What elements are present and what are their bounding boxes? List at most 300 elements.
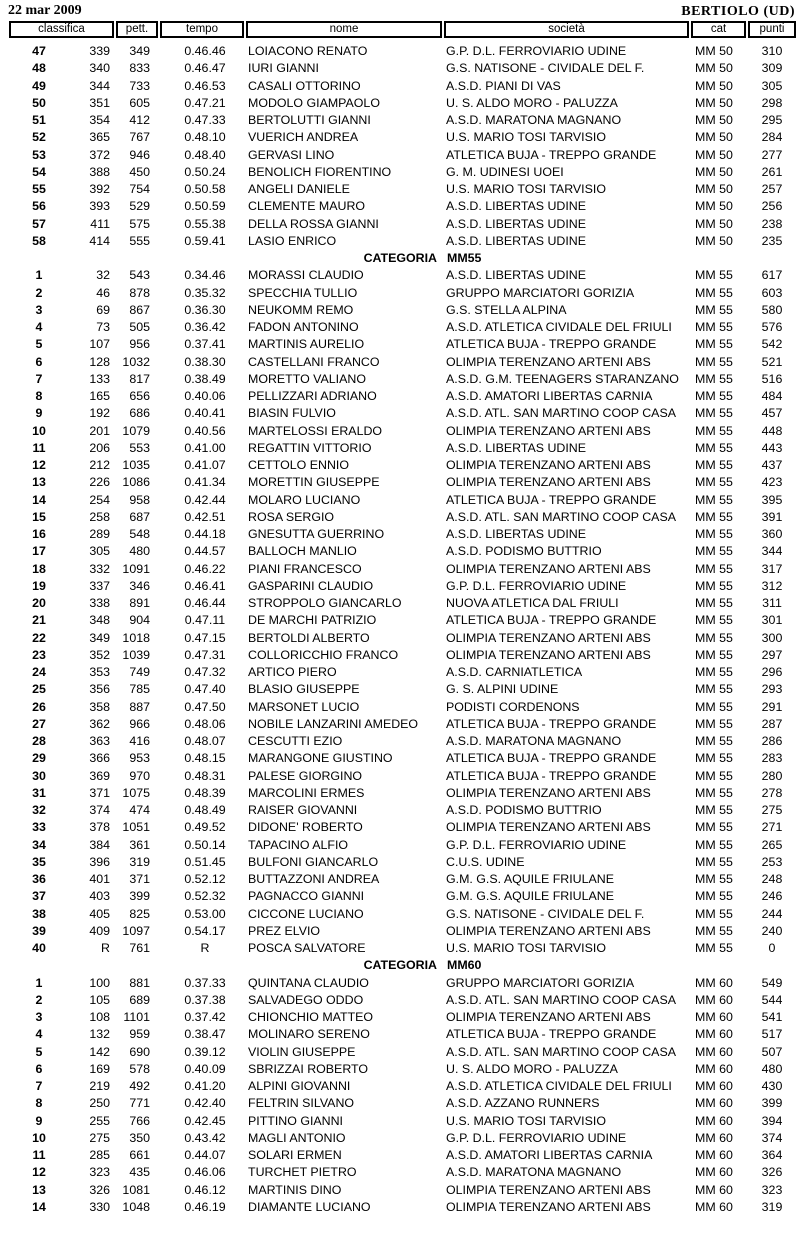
cell-club-name: OLIMPIA TERENZANO ARTENI ABS xyxy=(446,354,651,369)
table-row xyxy=(0,802,805,819)
cell-rank: 26 xyxy=(32,699,46,714)
table-row xyxy=(0,233,805,250)
cell-overall-rank: 403 xyxy=(89,889,110,904)
table-row xyxy=(0,923,805,940)
cell-finish-time: 0.50.14 xyxy=(184,837,226,852)
category-heading-value: MM55 xyxy=(447,251,482,265)
cell-rank: 10 xyxy=(32,1130,46,1145)
cell-overall-rank: 344 xyxy=(89,78,110,93)
cell-overall-rank: 352 xyxy=(89,647,110,662)
cell-overall-rank: 384 xyxy=(89,837,110,852)
cell-points: 521 xyxy=(761,354,783,369)
cell-club-name: A.S.D. ATLETICA CIVIDALE DEL FRIULI xyxy=(446,1079,672,1093)
cell-points: 544 xyxy=(761,992,783,1007)
cell-rank: 57 xyxy=(32,216,46,231)
cell-bib-number: 690 xyxy=(129,1044,150,1059)
cell-athlete-name: BALLOCH MANLIO xyxy=(248,544,357,559)
table-row xyxy=(0,457,805,474)
cell-finish-time: 0.44.57 xyxy=(184,544,226,559)
cell-rank: 24 xyxy=(32,665,46,679)
cell-rank: 2 xyxy=(35,285,43,300)
cell-bib-number: 825 xyxy=(129,906,150,921)
cell-athlete-name: POSCA SALVATORE xyxy=(248,941,366,955)
table-row xyxy=(0,612,805,629)
cell-athlete-name: BENOLICH FIORENTINO xyxy=(248,164,392,179)
cell-club-name: ATLETICA BUJA - TREPPO GRANDE xyxy=(446,147,657,162)
cell-bib-number: 966 xyxy=(129,716,150,731)
table-row xyxy=(0,940,805,957)
table-row xyxy=(0,768,805,785)
cell-rank: 18 xyxy=(32,561,46,576)
cell-category: MM 55 xyxy=(695,302,733,317)
cell-bib-number: 605 xyxy=(129,95,150,110)
cell-club-name: U.S. MARIO TOSI TARVISIO xyxy=(446,941,606,955)
cell-points: 364 xyxy=(761,1148,783,1162)
cell-points: 265 xyxy=(761,837,783,852)
cell-finish-time: 0.38.47 xyxy=(184,1027,226,1042)
cell-points: 293 xyxy=(761,682,783,697)
cell-club-name: G.S. NATISONE - CIVIDALE DEL F. xyxy=(446,61,645,76)
cell-bib-number: 959 xyxy=(129,1027,150,1042)
cell-points: 603 xyxy=(761,285,783,300)
cell-finish-time: 0.50.24 xyxy=(184,164,226,179)
cell-points: 291 xyxy=(761,699,783,714)
cell-bib-number: 416 xyxy=(129,734,150,748)
cell-category: MM 50 xyxy=(695,199,733,214)
cell-points: 542 xyxy=(761,337,783,352)
cell-category: MM 50 xyxy=(695,95,733,110)
table-row xyxy=(0,871,805,888)
cell-finish-time: 0.48.15 xyxy=(184,751,226,766)
cell-overall-rank: 192 xyxy=(89,406,110,421)
cell-category: MM 60 xyxy=(695,1044,733,1059)
cell-points: 317 xyxy=(761,561,783,576)
cell-bib-number: 361 xyxy=(129,837,150,852)
cell-athlete-name: BLASIO GIUSEPPE xyxy=(248,682,360,697)
cell-athlete-name: COLLORICCHIO FRANCO xyxy=(248,647,399,662)
cell-rank: 25 xyxy=(32,682,46,697)
table-row xyxy=(0,95,805,112)
cell-category: MM 55 xyxy=(695,596,733,610)
cell-bib-number: 767 xyxy=(129,130,150,145)
cell-bib-number: 754 xyxy=(129,182,150,196)
cell-club-name: A.S.D. MARATONA MAGNANO xyxy=(446,1165,622,1180)
cell-athlete-name: SALVADEGO ODDO xyxy=(248,992,364,1007)
cell-athlete-name: CETTOLO ENNIO xyxy=(248,458,349,472)
cell-club-name: OLIMPIA TERENZANO ARTENI ABS xyxy=(446,647,651,662)
cell-club-name: G.P. D.L. FERROVIARIO UDINE xyxy=(446,578,627,593)
cell-finish-time: 0.41.20 xyxy=(184,1079,226,1093)
cell-points: 256 xyxy=(761,199,783,214)
cell-finish-time: 0.48.06 xyxy=(184,716,226,731)
cell-overall-rank: 128 xyxy=(89,354,110,369)
cell-overall-rank: 100 xyxy=(89,975,110,990)
cell-bib-number: 749 xyxy=(129,665,150,679)
cell-athlete-name: MOLARO LUCIANO xyxy=(248,492,361,507)
cell-points: 298 xyxy=(761,95,783,110)
cell-athlete-name: MARTELOSSI ERALDO xyxy=(248,423,383,438)
cell-points: 301 xyxy=(761,613,783,628)
cell-category: MM 55 xyxy=(695,923,733,938)
cell-category: MM 50 xyxy=(695,147,733,162)
cell-category: MM 50 xyxy=(695,78,733,93)
cell-points: 326 xyxy=(761,1165,783,1180)
cell-category: MM 55 xyxy=(695,872,733,886)
cell-category: MM 60 xyxy=(695,1061,733,1076)
cell-club-name: ATLETICA BUJA - TREPPO GRANDE xyxy=(446,337,657,352)
cell-rank: 8 xyxy=(35,389,43,403)
cell-club-name: G.S. NATISONE - CIVIDALE DEL F. xyxy=(446,906,645,921)
cell-category: MM 55 xyxy=(695,613,733,628)
cell-athlete-name: GNESUTTA GUERRINO xyxy=(248,527,385,541)
cell-club-name: OLIMPIA TERENZANO ARTENI ABS xyxy=(446,785,651,800)
cell-points: 457 xyxy=(761,406,783,421)
cell-category: MM 55 xyxy=(695,751,733,766)
cell-rank: 4 xyxy=(35,320,43,334)
cell-finish-time: 0.48.40 xyxy=(184,147,226,162)
cell-points: 448 xyxy=(761,423,783,438)
cell-athlete-name: MOLINARO SERENO xyxy=(248,1027,370,1042)
cell-bib-number: 474 xyxy=(129,803,150,817)
cell-club-name: U.S. MARIO TOSI TARVISIO xyxy=(446,130,606,145)
cell-finish-time: 0.47.15 xyxy=(184,630,226,645)
category-heading-value: MM60 xyxy=(447,958,482,973)
cell-athlete-name: GASPARINI CLAUDIO xyxy=(248,578,374,593)
cell-points: 305 xyxy=(761,78,783,93)
cell-club-name: A.S.D. CARNIATLETICA xyxy=(446,665,583,679)
cell-overall-rank: 132 xyxy=(89,1027,110,1042)
cell-points: 235 xyxy=(761,233,783,248)
cell-bib-number: 553 xyxy=(129,440,150,455)
cell-overall-rank: 356 xyxy=(89,682,110,697)
table-row xyxy=(0,992,805,1009)
cell-category: MM 55 xyxy=(695,458,733,472)
cell-bib-number: 867 xyxy=(129,302,150,317)
cell-athlete-name: MORASSI CLAUDIO xyxy=(248,268,364,283)
cell-athlete-name: MARTINIS DINO xyxy=(248,1182,342,1197)
cell-category: MM 55 xyxy=(695,475,733,490)
cell-club-name: A.S.D. PIANI DI VAS xyxy=(446,78,561,93)
cell-overall-rank: 201 xyxy=(89,423,110,438)
cell-overall-rank: 108 xyxy=(89,1010,110,1024)
cell-overall-rank: 374 xyxy=(89,803,110,817)
cell-rank: 21 xyxy=(32,613,46,628)
cell-points: 374 xyxy=(761,1130,783,1145)
col-header-nome: nome xyxy=(246,21,442,38)
cell-rank: 38 xyxy=(32,906,46,921)
cell-overall-rank: 73 xyxy=(96,320,110,334)
cell-category: MM 60 xyxy=(695,1182,733,1197)
cell-overall-rank: 409 xyxy=(89,923,110,938)
cell-rank: 51 xyxy=(32,113,46,127)
cell-rank: 6 xyxy=(35,1061,43,1076)
cell-finish-time: 0.46.44 xyxy=(184,596,226,610)
cell-category: MM 55 xyxy=(695,354,733,369)
cell-points: 0 xyxy=(768,941,776,955)
cell-category: MM 55 xyxy=(695,734,733,748)
cell-club-name: U. S. ALDO MORO - PALUZZA xyxy=(446,1061,618,1076)
cell-athlete-name: SOLARI ERMEN xyxy=(248,1148,342,1162)
cell-finish-time: 0.37.42 xyxy=(184,1010,226,1024)
cell-points: 295 xyxy=(761,113,783,127)
cell-athlete-name: QUINTANA CLAUDIO xyxy=(248,975,369,990)
cell-points: 240 xyxy=(761,923,783,938)
cell-finish-time: 0.37.38 xyxy=(184,992,226,1007)
table-row xyxy=(0,630,805,647)
table-row xyxy=(0,1130,805,1147)
table-row xyxy=(0,1078,805,1095)
cell-bib-number: 771 xyxy=(129,1096,150,1111)
cell-bib-number: 529 xyxy=(129,199,150,214)
table-row xyxy=(0,405,805,422)
cell-finish-time: 0.47.31 xyxy=(184,647,226,662)
cell-points: 516 xyxy=(761,371,783,386)
cell-club-name: A.S.D. ATL. SAN MARTINO COOP CASA xyxy=(446,992,676,1007)
cell-rank: 15 xyxy=(32,509,46,524)
cell-athlete-name: SBRIZZAI ROBERTO xyxy=(248,1061,369,1076)
cell-bib-number: 1101 xyxy=(123,1010,150,1024)
cell-category: MM 55 xyxy=(695,371,733,386)
cell-overall-rank: R xyxy=(101,941,110,955)
cell-points: 284 xyxy=(761,130,783,145)
cell-overall-rank: 323 xyxy=(89,1165,110,1180)
cell-bib-number: 319 xyxy=(129,854,150,869)
cell-overall-rank: 206 xyxy=(89,440,110,455)
cell-overall-rank: 254 xyxy=(89,492,110,507)
cell-bib-number: 543 xyxy=(129,268,150,283)
cell-points: 394 xyxy=(761,1113,783,1128)
cell-category: MM 60 xyxy=(695,1165,733,1180)
cell-rank: 13 xyxy=(32,475,46,490)
cell-rank: 55 xyxy=(32,182,46,196)
cell-bib-number: 350 xyxy=(129,1130,150,1145)
cell-points: 323 xyxy=(761,1182,783,1197)
cell-rank: 34 xyxy=(32,837,46,852)
cell-rank: 5 xyxy=(35,1044,43,1059)
cell-overall-rank: 349 xyxy=(89,630,110,645)
cell-club-name: ATLETICA BUJA - TREPPO GRANDE xyxy=(446,613,657,628)
cell-rank: 28 xyxy=(32,734,46,748)
cell-athlete-name: PREZ ELVIO xyxy=(248,923,321,938)
cell-bib-number: 1048 xyxy=(122,1199,150,1214)
cell-category: MM 55 xyxy=(695,785,733,800)
cell-points: 287 xyxy=(761,716,783,731)
cell-category: MM 55 xyxy=(695,889,733,904)
cell-club-name: A.S.D. AZZANO RUNNERS xyxy=(446,1096,600,1111)
cell-bib-number: 817 xyxy=(129,371,150,386)
cell-category: MM 50 xyxy=(695,113,733,127)
cell-athlete-name: GERVASI LINO xyxy=(248,147,335,162)
cell-overall-rank: 332 xyxy=(89,561,110,576)
cell-bib-number: 435 xyxy=(129,1165,150,1180)
cell-bib-number: 887 xyxy=(129,699,150,714)
cell-bib-number: 480 xyxy=(129,544,150,559)
cell-overall-rank: 372 xyxy=(89,147,110,162)
cell-rank: 1 xyxy=(35,975,43,990)
cell-club-name: U.S. MARIO TOSI TARVISIO xyxy=(446,1113,606,1128)
cell-athlete-name: BUTTAZZONI ANDREA xyxy=(248,872,380,886)
cell-bib-number: 1097 xyxy=(122,923,150,938)
cell-club-name: G.S. STELLA ALPINA xyxy=(446,302,567,317)
cell-athlete-name: ALPINI GIOVANNI xyxy=(248,1079,351,1093)
cell-category: MM 55 xyxy=(695,837,733,852)
table-row xyxy=(0,750,805,767)
cell-finish-time: 0.40.41 xyxy=(184,406,226,421)
cell-rank: 32 xyxy=(32,803,46,817)
table-row xyxy=(0,78,805,95)
cell-category: MM 60 xyxy=(695,1130,733,1145)
cell-finish-time: 0.41.00 xyxy=(184,440,226,455)
cell-club-name: A.S.D. LIBERTAS UDINE xyxy=(446,199,587,214)
cell-overall-rank: 340 xyxy=(89,61,110,76)
cell-category: MM 55 xyxy=(695,630,733,645)
cell-overall-rank: 388 xyxy=(89,164,110,179)
cell-finish-time: 0.46.53 xyxy=(184,78,226,93)
cell-rank: 27 xyxy=(32,716,46,731)
table-row xyxy=(0,492,805,509)
cell-category: MM 55 xyxy=(695,941,733,955)
cell-rank: 23 xyxy=(32,647,46,662)
cell-bib-number: 1079 xyxy=(122,423,150,438)
cell-rank: 20 xyxy=(32,596,46,610)
cell-club-name: A.S.D. AMATORI LIBERTAS CARNIA xyxy=(446,389,653,403)
cell-finish-time: 0.52.32 xyxy=(184,889,226,904)
cell-overall-rank: 378 xyxy=(89,820,110,835)
cell-overall-rank: 330 xyxy=(89,1199,110,1214)
cell-bib-number: 1032 xyxy=(122,354,150,369)
cell-points: 238 xyxy=(761,216,783,231)
cell-bib-number: 656 xyxy=(129,389,150,403)
table-row xyxy=(0,543,805,560)
cell-overall-rank: 326 xyxy=(89,1182,110,1197)
cell-club-name: OLIMPIA TERENZANO ARTENI ABS xyxy=(446,475,651,490)
cell-athlete-name: LOIACONO RENATO xyxy=(248,44,368,58)
cell-club-name: A.S.D. MARATONA MAGNANO xyxy=(446,113,622,127)
cell-points: 283 xyxy=(761,751,783,766)
cell-category: MM 60 xyxy=(695,1148,733,1162)
cell-bib-number: 785 xyxy=(129,682,150,697)
cell-finish-time: 0.47.11 xyxy=(184,613,226,628)
cell-club-name: A.S.D. ATL. SAN MARTINO COOP CASA xyxy=(446,1044,676,1059)
cell-club-name: G.M. G.S. AQUILE FRIULANE xyxy=(446,889,614,904)
col-header-classifica: classifica xyxy=(9,21,114,38)
category-heading xyxy=(0,957,805,974)
cell-category: MM 50 xyxy=(695,216,733,231)
cell-points: 309 xyxy=(761,61,783,76)
cell-bib-number: 953 xyxy=(129,751,150,766)
table-row xyxy=(0,440,805,457)
cell-finish-time: 0.46.47 xyxy=(184,61,226,76)
cell-rank: 37 xyxy=(32,889,46,904)
table-row xyxy=(0,1147,805,1164)
cell-rank: 4 xyxy=(35,1027,43,1042)
table-row xyxy=(0,1044,805,1061)
cell-category: MM 55 xyxy=(695,389,733,403)
cell-points: 399 xyxy=(761,1096,783,1111)
cell-club-name: A.S.D. PODISMO BUTTRIO xyxy=(446,544,602,559)
cell-rank: 19 xyxy=(32,578,46,593)
cell-rank: 3 xyxy=(35,1010,43,1024)
cell-bib-number: 958 xyxy=(129,492,150,507)
cell-club-name: ATLETICA BUJA - TREPPO GRANDE xyxy=(446,768,657,783)
cell-bib-number: 371 xyxy=(129,872,150,886)
table-row xyxy=(0,112,805,129)
cell-category: MM 60 xyxy=(695,975,733,990)
cell-category: MM 55 xyxy=(695,492,733,507)
cell-bib-number: 492 xyxy=(129,1079,150,1093)
cell-points: 319 xyxy=(761,1199,783,1214)
cell-club-name: A.S.D. PODISMO BUTTRIO xyxy=(446,803,602,817)
table-row xyxy=(0,716,805,733)
cell-points: 311 xyxy=(762,596,782,610)
cell-points: 244 xyxy=(761,906,783,921)
cell-athlete-name: VIOLIN GIUSEPPE xyxy=(248,1044,356,1059)
cell-finish-time: 0.52.12 xyxy=(184,872,226,886)
table-row xyxy=(0,267,805,284)
cell-bib-number: 1091 xyxy=(122,561,150,576)
table-row xyxy=(0,699,805,716)
cell-athlete-name: IURI GIANNI xyxy=(248,61,319,76)
cell-rank: 54 xyxy=(32,164,46,179)
cell-finish-time: 0.38.30 xyxy=(184,354,226,369)
cell-overall-rank: 365 xyxy=(89,130,110,145)
cell-points: 271 xyxy=(761,820,783,835)
cell-rank: 14 xyxy=(32,1199,46,1214)
cell-overall-rank: 305 xyxy=(89,544,110,559)
cell-category: MM 55 xyxy=(695,561,733,576)
cell-rank: 40 xyxy=(32,941,46,955)
cell-finish-time: 0.54.17 xyxy=(184,923,226,938)
cell-bib-number: 891 xyxy=(129,596,150,610)
cell-category: MM 50 xyxy=(695,233,733,248)
table-row xyxy=(0,1095,805,1112)
cell-overall-rank: 411 xyxy=(90,216,110,231)
cell-club-name: GRUPPO MARCIATORI GORIZIA xyxy=(446,285,635,300)
table-row xyxy=(0,509,805,526)
table-row xyxy=(0,147,805,164)
table-row xyxy=(0,1026,805,1043)
table-row xyxy=(0,181,805,198)
table-row xyxy=(0,1182,805,1199)
cell-bib-number: 904 xyxy=(129,613,150,628)
cell-bib-number: 733 xyxy=(129,78,150,93)
cell-finish-time: 0.48.07 xyxy=(184,734,226,748)
cell-finish-time: 0.40.06 xyxy=(184,389,226,403)
table-row xyxy=(0,975,805,992)
cell-club-name: OLIMPIA TERENZANO ARTENI ABS xyxy=(446,630,651,645)
cell-rank: 7 xyxy=(35,1079,43,1093)
cell-category: MM 50 xyxy=(695,164,733,179)
cell-rank: 3 xyxy=(35,302,43,317)
cell-category: MM 55 xyxy=(695,423,733,438)
cell-rank: 53 xyxy=(32,147,46,162)
cell-rank: 17 xyxy=(32,544,46,559)
cell-club-name: A.S.D. ATLETICA CIVIDALE DEL FRIULI xyxy=(446,320,672,334)
table-row xyxy=(0,681,805,698)
cell-finish-time: 0.47.33 xyxy=(184,113,226,127)
cell-athlete-name: MARANGONE GIUSTINO xyxy=(248,751,393,766)
cell-category: MM 55 xyxy=(695,716,733,731)
cell-rank: 52 xyxy=(32,130,46,145)
cell-points: 253 xyxy=(761,854,783,869)
cell-category: MM 60 xyxy=(695,1010,733,1024)
col-header-pett: pett. xyxy=(116,21,158,38)
cell-rank: 29 xyxy=(32,751,46,766)
cell-points: 484 xyxy=(761,389,783,403)
cell-athlete-name: TURCHET PIETRO xyxy=(248,1165,357,1180)
cell-category: MM 55 xyxy=(695,320,733,334)
cell-finish-time: 0.38.49 xyxy=(184,371,226,386)
